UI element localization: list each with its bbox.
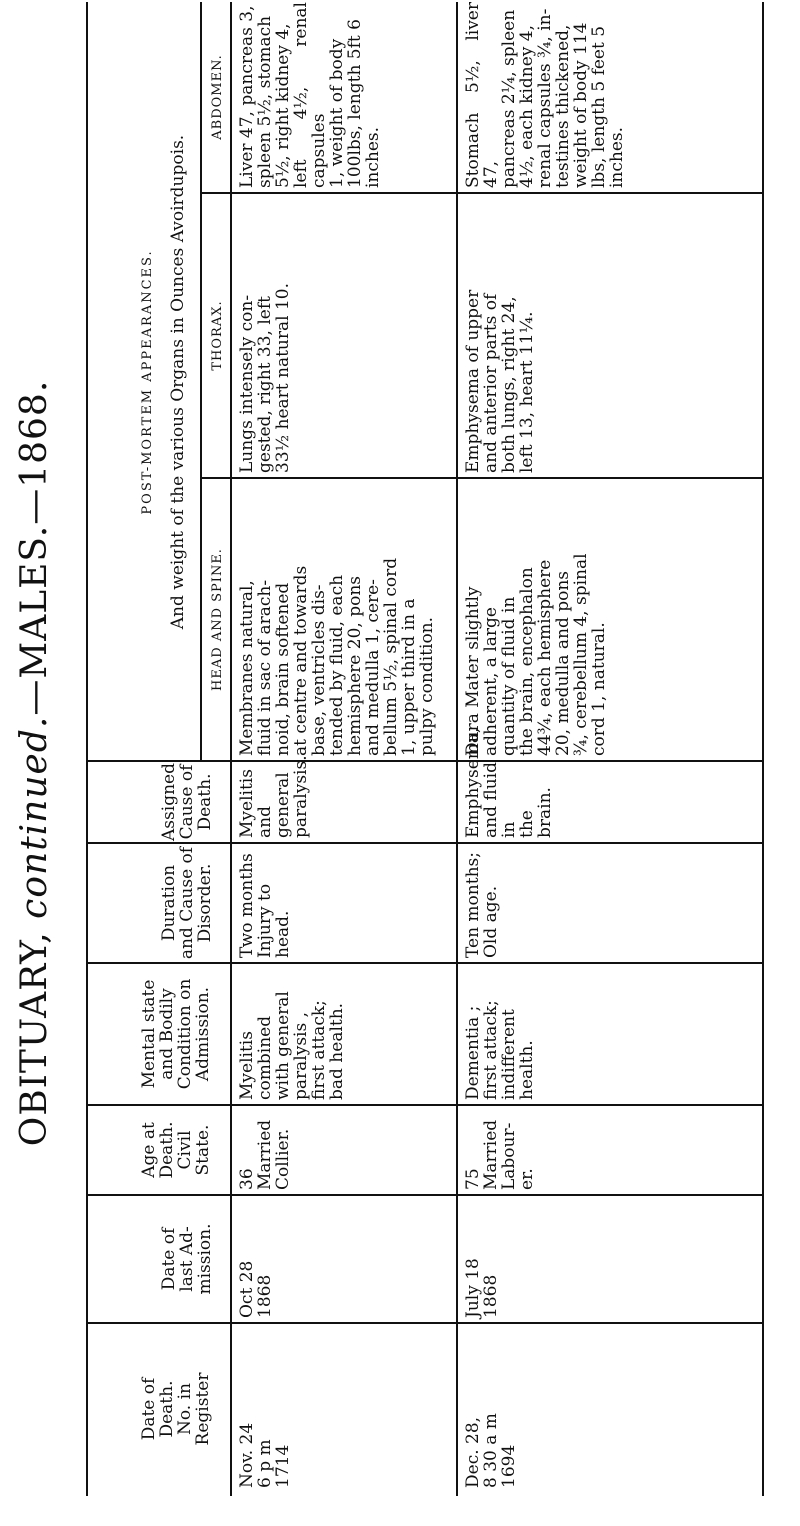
- row1-mental-state: Myelitis combined with general paralysis , first attack; bad health.: [237, 991, 347, 1100]
- row2-abdomen: Stomach 5½, liver 47, pancreas 2¼, spleen 4½, each kidney 4, renal capsules ¾, in- testines thickened, weight of body 114 lbs, length 5 feet 5 inches.: [463, 2, 627, 188]
- section-header-rule: [200, 2, 202, 762]
- page-title: [14, 0, 55, 1526]
- column-header-rule: [230, 2, 232, 1496]
- col-divider-7: [200, 477, 762, 479]
- row1-date-death: Nov. 24 6 p m 1714: [237, 1422, 293, 1488]
- row1-thorax: Lungs intensely con- gested, right 33, left 33½ heart natural 10.: [237, 282, 293, 473]
- row1-date-admission: Oct 28 1868: [237, 1260, 275, 1318]
- col-divider-8: [200, 192, 762, 194]
- header-thorax: THORAX.: [210, 300, 225, 371]
- row1-duration: Two months Injury to head.: [237, 853, 293, 958]
- title-suffix: —MALES.—1868.: [14, 379, 55, 716]
- row-divider-rule: [456, 2, 458, 1496]
- header-date-death: Date of Death. No. in Register: [139, 1372, 213, 1446]
- row1-assigned-cause: Myelitis and general paralysis.: [237, 755, 311, 838]
- table-top-rule: [86, 2, 88, 1496]
- row2-duration: Ten months; Old age.: [463, 852, 501, 958]
- row1-head-spine: Membranes natural, fluid in sac of arach- noid, brain softened at centre and towards base, ventricles dis- tended by fluid, each hemisphere 20, pons and medulla 1, cere- bellum 5½, spinal cord 1, upper third in a pulpy condition.: [237, 557, 437, 756]
- row2-thorax: Emphysema of upper and anterior parts of both lungs, right 24, left 13, heart 11¼.: [463, 289, 537, 473]
- section-subtitle: And weight of the various Organs in Ounces Avoirdupois.: [168, 134, 188, 630]
- table-bottom-rule: [762, 2, 764, 1496]
- header-head-spine: HEAD AND SPINE.: [210, 548, 225, 691]
- title-continued: continued.: [14, 715, 55, 919]
- row2-date-admission: July 18 1868: [463, 1258, 501, 1318]
- row2-mental-state: Dementia ; first attack; indifferent health.: [463, 1000, 537, 1100]
- section-title: POST-MORTEM APPEARANCES.: [140, 249, 155, 515]
- row2-age: 75 Married Labour- er.: [463, 1119, 537, 1190]
- row2-head-spine: Dura Mater slightly adherent, a large quantity of fluid in the brain, encephalon 44¾, each hemisphere 20, medulla and pons ¾, cerebellum 4, spinal cord 1, natural.: [463, 553, 609, 756]
- header-mental-state: Mental state and Bodily Condition on Admission.: [139, 978, 213, 1090]
- row2-assigned-cause: Emphysema, and fluid in the brain.: [463, 727, 555, 838]
- row1-age: 36 Married Collier.: [237, 1119, 293, 1190]
- header-assigned-cause: Assigned Cause of Death.: [159, 763, 215, 841]
- header-date-admission: Date of last Ad- mission.: [159, 1223, 215, 1295]
- row2-date-death: Dec. 28, 8 30 a m 1694: [463, 1413, 519, 1488]
- header-duration: Duration and Cause of Disorder.: [159, 846, 215, 960]
- row1-abdomen: Liver 47, pancreas 3, spleen 5½, stomach 5½, right kidney 4, left 4½, renal capsules 1, weight of body 100lbs, length 5ft 6 inches.: [237, 2, 383, 188]
- header-age: Age at Death. Civil State.: [139, 1121, 213, 1179]
- header-abdomen: ABDOMEN.: [210, 54, 225, 140]
- title-main: OBITUARY,: [14, 931, 55, 1147]
